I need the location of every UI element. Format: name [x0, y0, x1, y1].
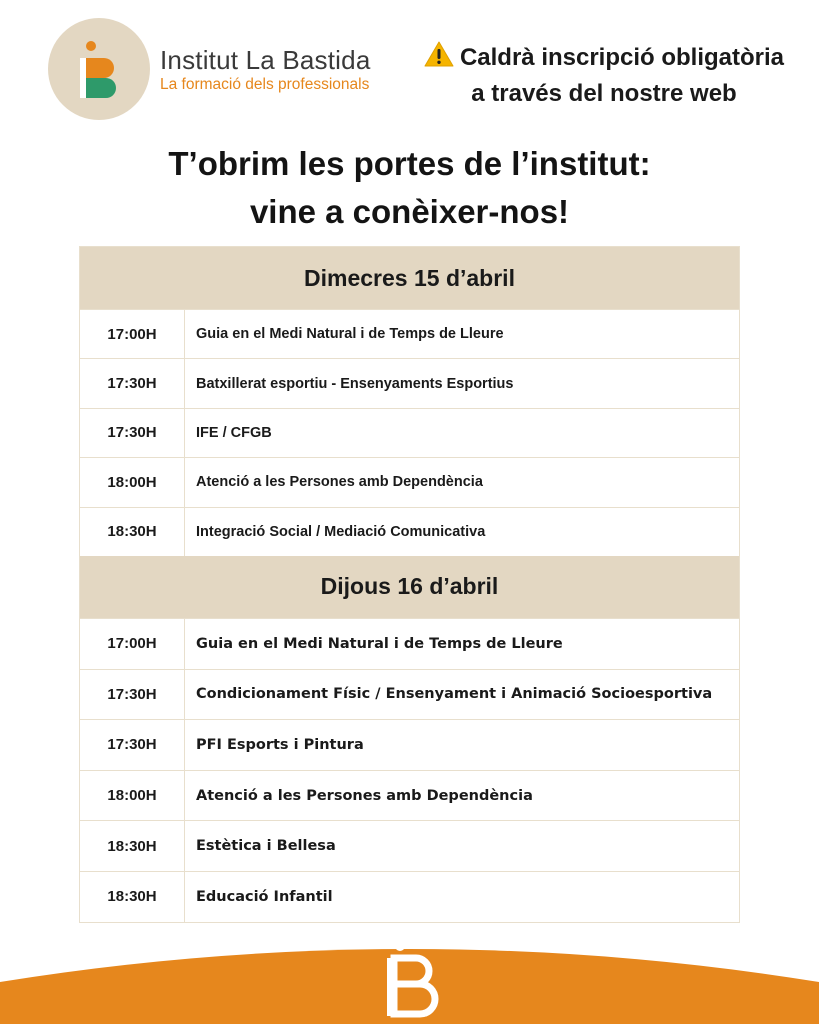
session-course: Atenció a les Persones amb Dependència	[196, 787, 533, 804]
brand-tagline: La formació dels professionals	[160, 76, 370, 93]
registration-notice	[400, 40, 808, 112]
logo-b-icon	[48, 18, 150, 120]
table-row	[80, 669, 739, 720]
session-time: 17:30H	[80, 409, 185, 457]
session-time: 17:30H	[80, 720, 185, 770]
session-course: PFI Esports i Pintura	[196, 736, 364, 753]
footer-wave	[0, 920, 819, 1024]
session-time: 18:30H	[80, 872, 185, 922]
table-row	[80, 408, 739, 457]
session-course: Educació Infantil	[196, 888, 333, 905]
session-time: 17:30H	[80, 670, 185, 720]
table-row	[80, 719, 739, 770]
table-row	[80, 358, 739, 407]
session-course: Atenció a les Persones amb Dependència	[196, 474, 483, 491]
page-title	[0, 140, 819, 236]
day-block-1	[80, 247, 739, 556]
table-row	[80, 618, 739, 669]
table-row	[80, 309, 739, 358]
session-time: 17:30H	[80, 359, 185, 407]
day-header: Dijous 16 d’abril	[80, 556, 739, 618]
session-course: Estètica i Bellesa	[196, 838, 336, 855]
session-course: IFE / CFGB	[196, 424, 272, 441]
session-time: 18:30H	[80, 821, 185, 871]
notice-line-2: a través del nostre web	[471, 80, 737, 107]
session-course: Condicionament Físic / Ensenyament i Animació Socioesportiva	[196, 686, 713, 703]
session-time: 17:00H	[80, 619, 185, 669]
table-row	[80, 770, 739, 821]
session-course: Guia en el Medi Natural i de Temps de Lleure	[196, 326, 504, 343]
day-header: Dimecres 15 d’abril	[80, 247, 739, 309]
session-course: Batxillerat esportiu - Ensenyaments Esportius	[196, 375, 514, 392]
session-time: 18:30H	[80, 508, 185, 556]
session-time: 18:00H	[80, 771, 185, 821]
session-course: Integració Social / Mediació Comunicativa	[196, 523, 486, 540]
day-block-2	[80, 556, 739, 922]
table-row	[80, 820, 739, 871]
warning-icon	[424, 41, 454, 67]
table-row	[80, 871, 739, 922]
session-course: Guia en el Medi Natural i de Temps de Lleure	[196, 635, 563, 652]
table-row	[80, 457, 739, 506]
institute-logo	[48, 18, 150, 120]
notice-line-1-text: Caldrà inscripció obligatòria	[459, 44, 785, 71]
session-time: 18:00H	[80, 458, 185, 506]
session-time: 17:00H	[80, 310, 185, 358]
title-line-1: T’obrim les portes de l’institut:	[168, 145, 651, 182]
brand-block	[160, 46, 370, 95]
brand-name: Institut La Bastida	[160, 45, 371, 75]
schedule-table	[79, 246, 740, 923]
title-line-2: vine a conèixer-nos!	[249, 193, 570, 230]
notice-line-1	[400, 40, 808, 76]
table-row	[80, 507, 739, 556]
